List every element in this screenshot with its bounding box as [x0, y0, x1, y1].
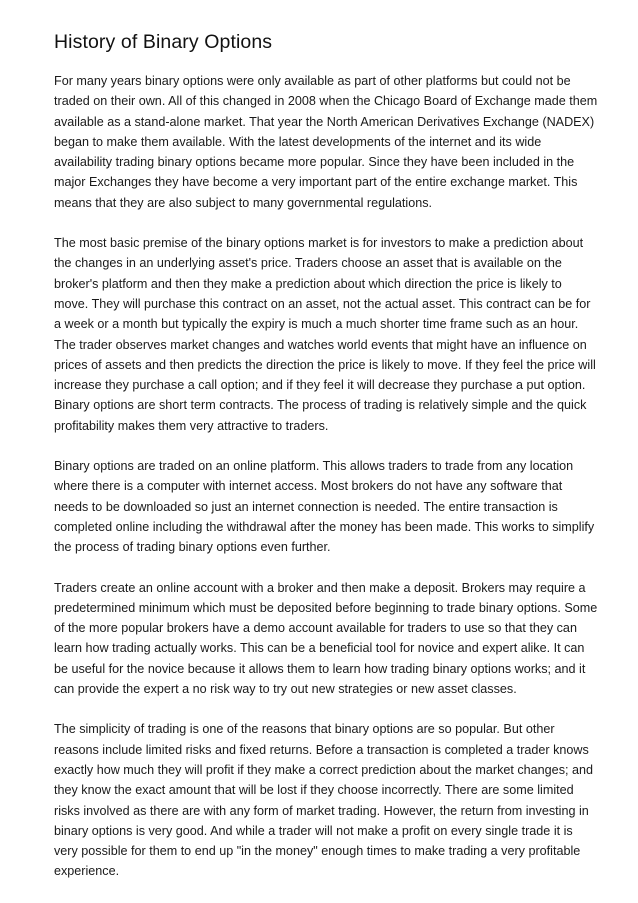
paragraph-online-account: Traders create an online account with a broker and then make a deposit. Brokers may require a predetermined minimum which must be deposited before beginning to trade binary options. Some of the more popular brokers have a demo account available for traders to use so that they can learn how trading actually works. This can be a beneficial tool for novice and expert alike. It can be useful for the novice because it allows them to learn how trading binary options works; and it can provide the expert a no risk way to try out new strategies or new asset classes. — [54, 580, 598, 697]
paragraph-basic-premise: The most basic premise of the binary options market is for investors to make a prediction about the changes in an underlying asset's price. Traders choose an asset that is available on the broker's platform and then they make a prediction about which direction the price is likely to move. They will purchase this contract on an asset, not the actual asset. This contract can be for a week or a month but typically the expiry is much a much shorter time frame such as an hour. The trader observes market changes and watches world events that might have an influence on prices of assets and then predicts the direction the price is likely to move. If they feel the price will increase they purchase a call option; and if they feel it will decrease they purchase a put option. Binary options are short term contracts. The process of trading is relatively simple and the quick profitability makes them very attractive to traders. — [54, 236, 596, 433]
paragraph-online-platform: Binary options are traded on an online platform. This allows traders to trade from any location where there is a computer with internet access. Most brokers do not have any software that needs to be downloaded so just an internet connection is needed. The entire transaction is completed online including the withdrawal after the money has been made. This works to simplify the process of trading binary options even further. — [54, 459, 595, 555]
paragraph-history: For many years binary options were only available as part of other platforms but could not be traded on their own. All of this changed in 2008 when the Chicago Board of Exchange made them available as a stand-alone market. That year the North American Derivatives Exchange (NADEX) began to make them available. With the latest developments of the internet and its wide availability trading binary options became more popular. Since they have been included in the major Exchanges they have become a very important part of the entire exchange market. This means that they are also subject to many governmental regulations. — [54, 74, 598, 210]
paragraph-simplicity: The simplicity of trading is one of the reasons that binary options are so popular. But other reasons include limited risks and fixed returns. Before a transaction is completed a trader knows exactly how much they will profit if they make a correct prediction about the market changes; and they know the exact amount that will be lost if they choose incorrectly. There are some limited risks involved as there are with any form of market trading. However, the return from investing in binary options is very good. And while a trader will not make a profit on every single trade it is very possible for them to end up "in the money" enough times to make trading a very profitable experience. — [54, 722, 593, 879]
document-title: History of Binary Options — [54, 31, 273, 53]
document-page — [54, 0, 599, 882]
